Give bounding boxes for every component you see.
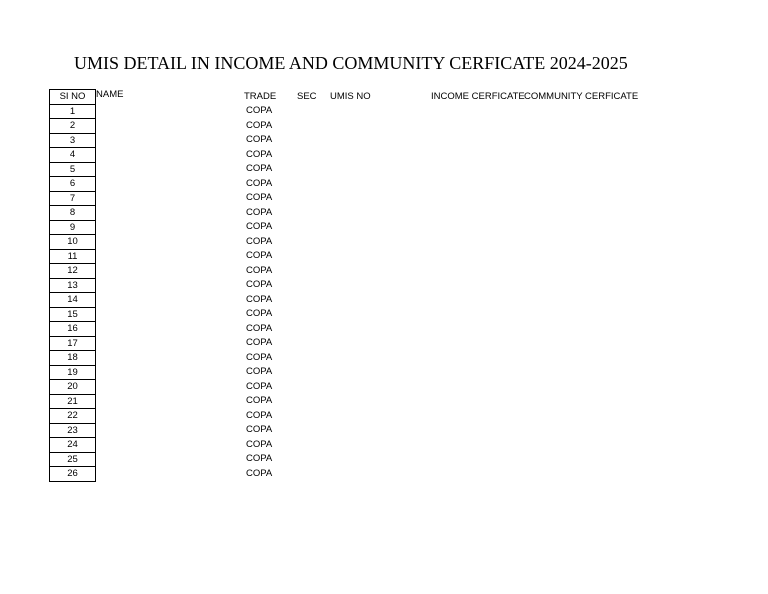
sl-no-cell: 2: [50, 119, 96, 134]
trade-cell: COPA: [246, 105, 273, 116]
table-row: [50, 351, 96, 366]
sl-no-cell: 11: [50, 249, 96, 264]
table-row: [50, 191, 96, 206]
table-row: [50, 307, 96, 322]
table-row: [50, 452, 96, 467]
serial-number-table: [49, 89, 96, 482]
trade-cell: COPA: [246, 424, 273, 436]
table-row: [50, 264, 96, 279]
trade-cell: COPA: [246, 395, 273, 407]
table-row: [50, 104, 96, 119]
trade-cell: COPA: [246, 337, 273, 349]
trade-column: [246, 104, 286, 481]
table-row: [50, 206, 96, 221]
trade-cell: COPA: [246, 206, 273, 218]
sl-no-cell: 24: [50, 438, 96, 453]
sl-no-header: SI NO: [50, 90, 96, 105]
sl-no-cell: 18: [50, 351, 96, 366]
sl-no-cell: 21: [50, 394, 96, 409]
sl-no-cell: 9: [50, 220, 96, 235]
umis-no-header: UMIS NO: [330, 91, 371, 102]
trade-cell: COPA: [246, 380, 273, 392]
sl-no-cell: 26: [50, 467, 96, 482]
table-row: [50, 148, 96, 163]
sl-no-cell: 14: [50, 293, 96, 308]
table-row: [50, 394, 96, 409]
trade-cell: COPA: [246, 438, 273, 450]
trade-cell: COPA: [246, 467, 273, 479]
sl-no-cell: 1: [50, 104, 96, 119]
sl-no-cell: 7: [50, 191, 96, 206]
sl-no-cell: 22: [50, 409, 96, 424]
trade-cell: COPA: [246, 409, 273, 421]
table-row: [50, 235, 96, 250]
sl-no-cell: 3: [50, 133, 96, 148]
table-row: [50, 336, 96, 351]
sl-no-cell: 25: [50, 452, 96, 467]
community-certificate-header: COMMUNITY CERFICATE: [524, 91, 639, 102]
sl-no-cell: 13: [50, 278, 96, 293]
trade-cell: COPA: [246, 293, 273, 305]
table-row: [50, 162, 96, 177]
table-row: [50, 278, 96, 293]
sl-no-cell: 6: [50, 177, 96, 192]
trade-cell: COPA: [246, 148, 273, 160]
table-row: [50, 423, 96, 438]
trade-cell: COPA: [246, 264, 273, 276]
sl-no-cell: 23: [50, 423, 96, 438]
table-row: [50, 365, 96, 380]
table-row: [50, 249, 96, 264]
table-row: [50, 322, 96, 337]
trade-cell: COPA: [246, 250, 273, 262]
sl-no-cell: 8: [50, 206, 96, 221]
trade-cell: COPA: [246, 119, 273, 131]
sl-no-cell: 20: [50, 380, 96, 395]
table-row: [50, 380, 96, 395]
trade-header: TRADE: [244, 91, 277, 102]
trade-cell: COPA: [246, 453, 273, 465]
trade-cell: COPA: [246, 134, 273, 146]
trade-cell: COPA: [246, 351, 273, 363]
page-title: UMIS DETAIL IN INCOME AND COMMUNITY CERFICATE 2024-2025: [74, 53, 628, 73]
table-row: [50, 220, 96, 235]
trade-cell: COPA: [246, 322, 273, 334]
table-row: [50, 133, 96, 148]
trade-cell: COPA: [246, 221, 273, 233]
header-row: [50, 90, 96, 105]
table-row: [50, 293, 96, 308]
table-row: [50, 119, 96, 134]
sl-no-cell: 16: [50, 322, 96, 337]
sl-no-cell: 15: [50, 307, 96, 322]
table-row: [50, 467, 96, 482]
name-header: NAME: [96, 89, 124, 100]
table-row: [50, 177, 96, 192]
sl-no-cell: 19: [50, 365, 96, 380]
trade-cell: COPA: [246, 279, 273, 291]
income-certificate-header: INCOME CERFICATE: [431, 91, 525, 102]
trade-cell: COPA: [246, 308, 273, 320]
trade-cell: COPA: [246, 163, 273, 175]
trade-cell: COPA: [246, 192, 273, 204]
table-row: [50, 438, 96, 453]
table-row: [50, 409, 96, 424]
trade-cell: COPA: [246, 235, 273, 247]
trade-cell: COPA: [246, 177, 273, 189]
sl-no-cell: 12: [50, 264, 96, 279]
sl-no-cell: 17: [50, 336, 96, 351]
sec-header: SEC: [297, 91, 317, 102]
sl-no-cell: 10: [50, 235, 96, 250]
sl-no-cell: 4: [50, 148, 96, 163]
sl-no-cell: 5: [50, 162, 96, 177]
trade-cell: COPA: [246, 366, 273, 378]
